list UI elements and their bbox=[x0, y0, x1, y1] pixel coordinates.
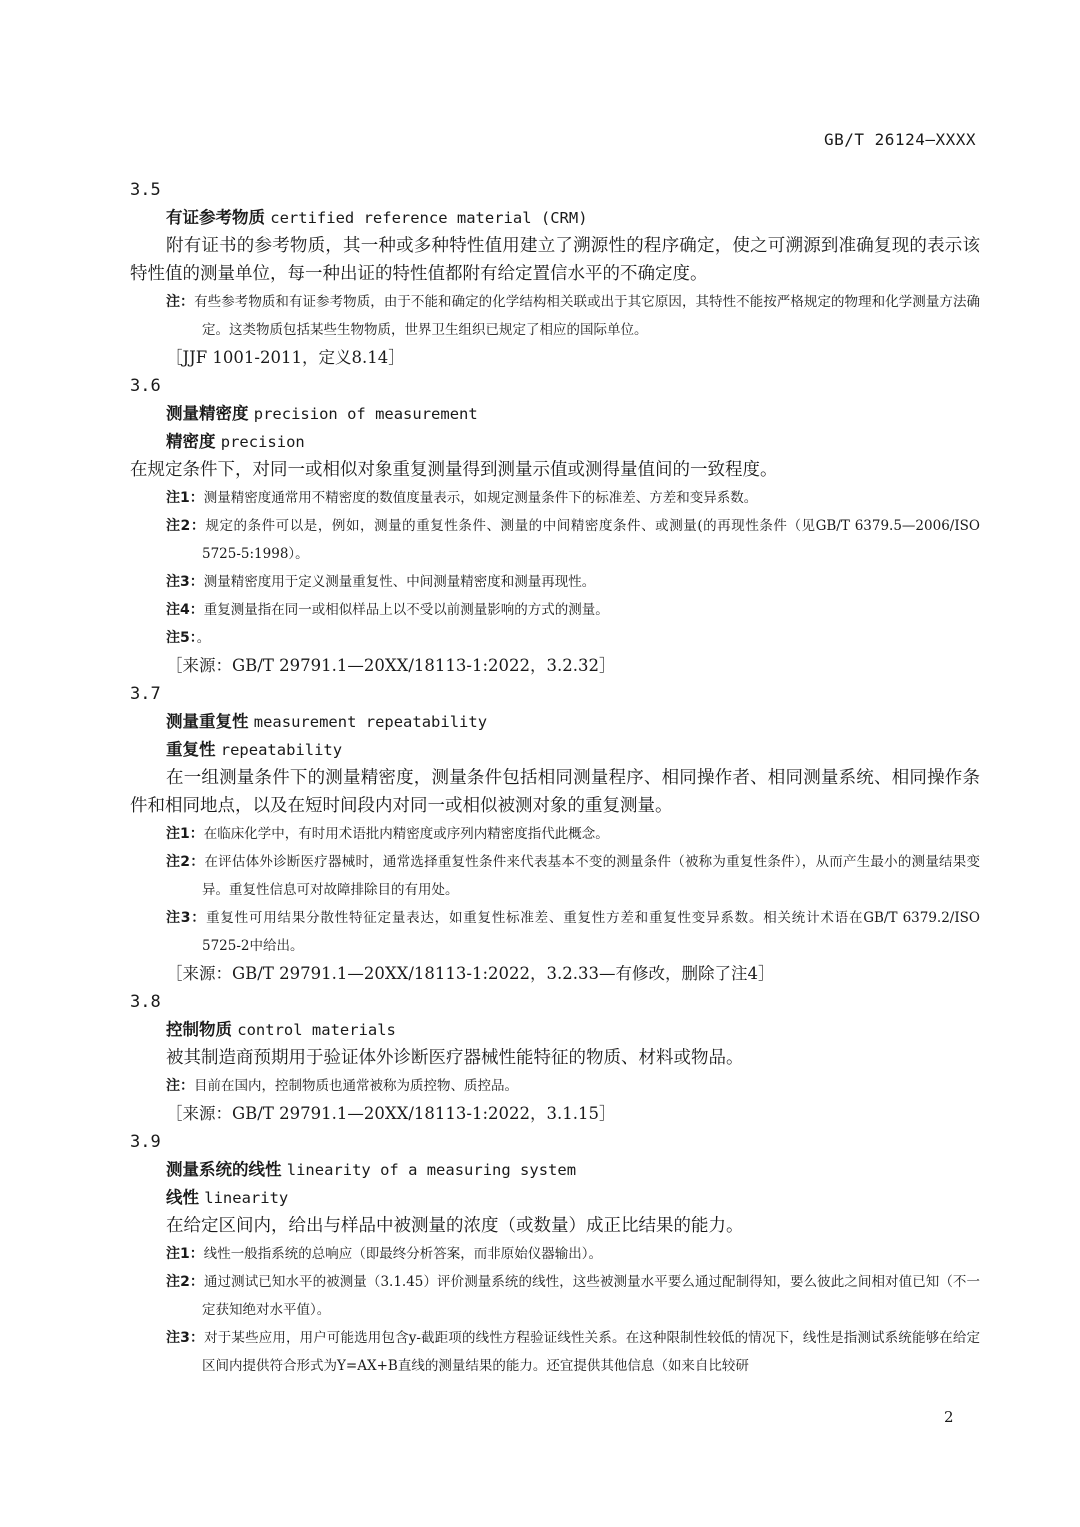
source-reference: ［来源：GB/T 29791.1—20XX/18113-1:2022，3.2.32］ bbox=[166, 656, 616, 675]
definition: 附有证书的参考物质，其一种或多种特性值用建立了溯源性的程序确定，使之可溯源到准确复现的表示该特性值的测量单位，每一种出证的特性值都附有给定置信水平的不确定度。 bbox=[130, 236, 980, 284]
note bbox=[130, 596, 980, 624]
term-english: measurement repeatability bbox=[253, 713, 488, 731]
clause-number: 3.9 bbox=[130, 1132, 161, 1152]
term-english: precision of measurement bbox=[253, 405, 478, 423]
source-reference: ［JJF 1001-2011，定义8.14］ bbox=[166, 348, 405, 367]
term-chinese: 测量精密度 bbox=[166, 404, 249, 423]
definition: 被其制造商预期用于验证体外诊断医疗器械性能特征的物质、材料或物品。 bbox=[166, 1048, 744, 1068]
term-line-alt bbox=[130, 736, 980, 764]
term-english: linearity bbox=[204, 1189, 289, 1207]
note-label: 注3： bbox=[166, 910, 207, 926]
note bbox=[130, 624, 980, 652]
term-chinese: 测量系统的线性 bbox=[166, 1160, 282, 1179]
clause-number: 3.8 bbox=[130, 992, 161, 1012]
note bbox=[130, 484, 980, 512]
note bbox=[130, 288, 980, 344]
note-text: 在临床化学中，有时用术语批内精密度或序列内精密度指代此概念。 bbox=[203, 826, 609, 842]
note-text: 对于某些应用，用户可能选用包含y-截距项的线性方程验证线性关系。在这种限制性较低的情况下，线性是指测试系统能够在给定区间内提供符合形式为Y=AX+B直线的测量结果的能力。还宜提供其他信息（如来自比较研 bbox=[202, 1330, 980, 1374]
note bbox=[130, 848, 980, 904]
term-english: control materials bbox=[237, 1021, 396, 1039]
term-chinese: 控制物质 bbox=[166, 1020, 232, 1039]
note-text: 线性一般指系统的总响应（即最终分析答案，而非原始仪器输出）。 bbox=[203, 1246, 602, 1262]
term-chinese: 线性 bbox=[166, 1188, 199, 1207]
note bbox=[130, 1268, 980, 1324]
note bbox=[130, 568, 980, 596]
clause-number: 3.6 bbox=[130, 376, 161, 396]
standard-code: GB/T 26124—XXXX bbox=[824, 130, 976, 149]
note bbox=[130, 512, 980, 568]
note-text: 测量精密度通常用不精密度的数值度量表示，如规定测量条件下的标准差、方差和变异系数。 bbox=[203, 490, 758, 506]
note bbox=[130, 1240, 980, 1268]
note-text: 重复性可用结果分散性特征定量表达，如重复性标准差、重复性方差和重复性变异系数。相关统计术语在GB/T 6379.2/ISO 5725-2中给出。 bbox=[202, 910, 981, 954]
term-line bbox=[130, 1016, 980, 1044]
note-text: 重复测量指在同一或相似样品上以不受以前测量影响的方式的测量。 bbox=[203, 602, 609, 618]
note-label: 注： bbox=[166, 1078, 194, 1094]
note-label: 注5： bbox=[166, 630, 197, 646]
definition: 在给定区间内，给出与样品中被测量的浓度（或数量）成正比结果的能力。 bbox=[166, 1216, 744, 1236]
note bbox=[130, 1072, 980, 1100]
note-text: 通过测试已知水平的被测量（3.1.45）评价测量系统的线性，这些被测量水平要么通过配制得知，要么彼此之间相对值已知（不一定获知绝对水平值）。 bbox=[202, 1274, 980, 1318]
note bbox=[130, 1324, 980, 1380]
note-label: 注2： bbox=[166, 1274, 204, 1290]
note-label: 注1： bbox=[166, 490, 204, 506]
note-label: 注： bbox=[166, 294, 195, 310]
note-label: 注4： bbox=[166, 602, 204, 618]
note bbox=[130, 904, 980, 960]
term-line bbox=[130, 204, 980, 232]
note-text: 。 bbox=[196, 630, 211, 646]
note-label: 注2： bbox=[166, 518, 206, 534]
source-reference: ［来源：GB/T 29791.1—20XX/18113-1:2022，3.1.15］ bbox=[166, 1104, 616, 1123]
definition: 在一组测量条件下的测量精密度，测量条件包括相同测量程序、相同操作者、相同测量系统、相同操作条件和相同地点，以及在短时间段内对同一或相似被测对象的重复测量。 bbox=[130, 768, 980, 816]
clause-number: 3.5 bbox=[130, 180, 161, 200]
page-number: 2 bbox=[944, 1408, 954, 1426]
term-line-alt bbox=[130, 1184, 980, 1212]
note-text: 测量精密度用于定义测量重复性、中间测量精密度和测量再现性。 bbox=[203, 574, 596, 590]
note-label: 注1： bbox=[166, 826, 204, 842]
term-line bbox=[130, 708, 980, 736]
note bbox=[130, 820, 980, 848]
term-chinese: 重复性 bbox=[166, 740, 216, 759]
term-line-alt bbox=[130, 428, 980, 456]
term-chinese: 测量重复性 bbox=[166, 712, 249, 731]
term-english: precision bbox=[220, 433, 305, 451]
clause-number: 3.7 bbox=[130, 684, 161, 704]
term-line bbox=[130, 400, 980, 428]
term-english: repeatability bbox=[220, 741, 343, 759]
definition: 在规定条件下，对同一或相似对象重复测量得到测量示值或测得量值间的一致程度。 bbox=[130, 460, 778, 480]
term-english: certified reference material (CRM) bbox=[270, 209, 588, 227]
term-chinese: 有证参考物质 bbox=[166, 208, 265, 227]
term-chinese: 精密度 bbox=[166, 432, 216, 451]
note-label: 注2： bbox=[166, 854, 205, 870]
note-text: 有些参考物质和有证参考物质，由于不能和确定的化学结构相关联或出于其它原因，其特性不能按严格规定的物理和化学测量方法确定。这类物质包括某些生物物质，世界卫生组织已规定了相应的国际单位。 bbox=[194, 294, 981, 338]
source-reference: ［来源：GB/T 29791.1—20XX/18113-1:2022，3.2.33—有修改，删除了注4］ bbox=[166, 964, 775, 983]
term-line bbox=[130, 1156, 980, 1184]
note-text: 目前在国内，控制物质也通常被称为质控物、质控品。 bbox=[194, 1078, 518, 1094]
document-body bbox=[130, 176, 980, 1380]
note-label: 注3： bbox=[166, 1330, 205, 1346]
note-text: 规定的条件可以是，例如，测量的重复性条件、测量的中间精密度条件、或测量(的再现性条件（见GB/T 6379.5—2006/ISO 5725-5:1998）。 bbox=[202, 518, 980, 562]
note-label: 注3： bbox=[166, 574, 204, 590]
note-text: 在评估体外诊断医疗器械时，通常选择重复性条件来代表基本不变的测量条件（被称为重复性条件），从而产生最小的测量结果变异。重复性信息可对故障排除目的有用处。 bbox=[202, 854, 980, 898]
note-label: 注1： bbox=[166, 1246, 204, 1262]
term-english: linearity of a measuring system bbox=[286, 1161, 577, 1179]
